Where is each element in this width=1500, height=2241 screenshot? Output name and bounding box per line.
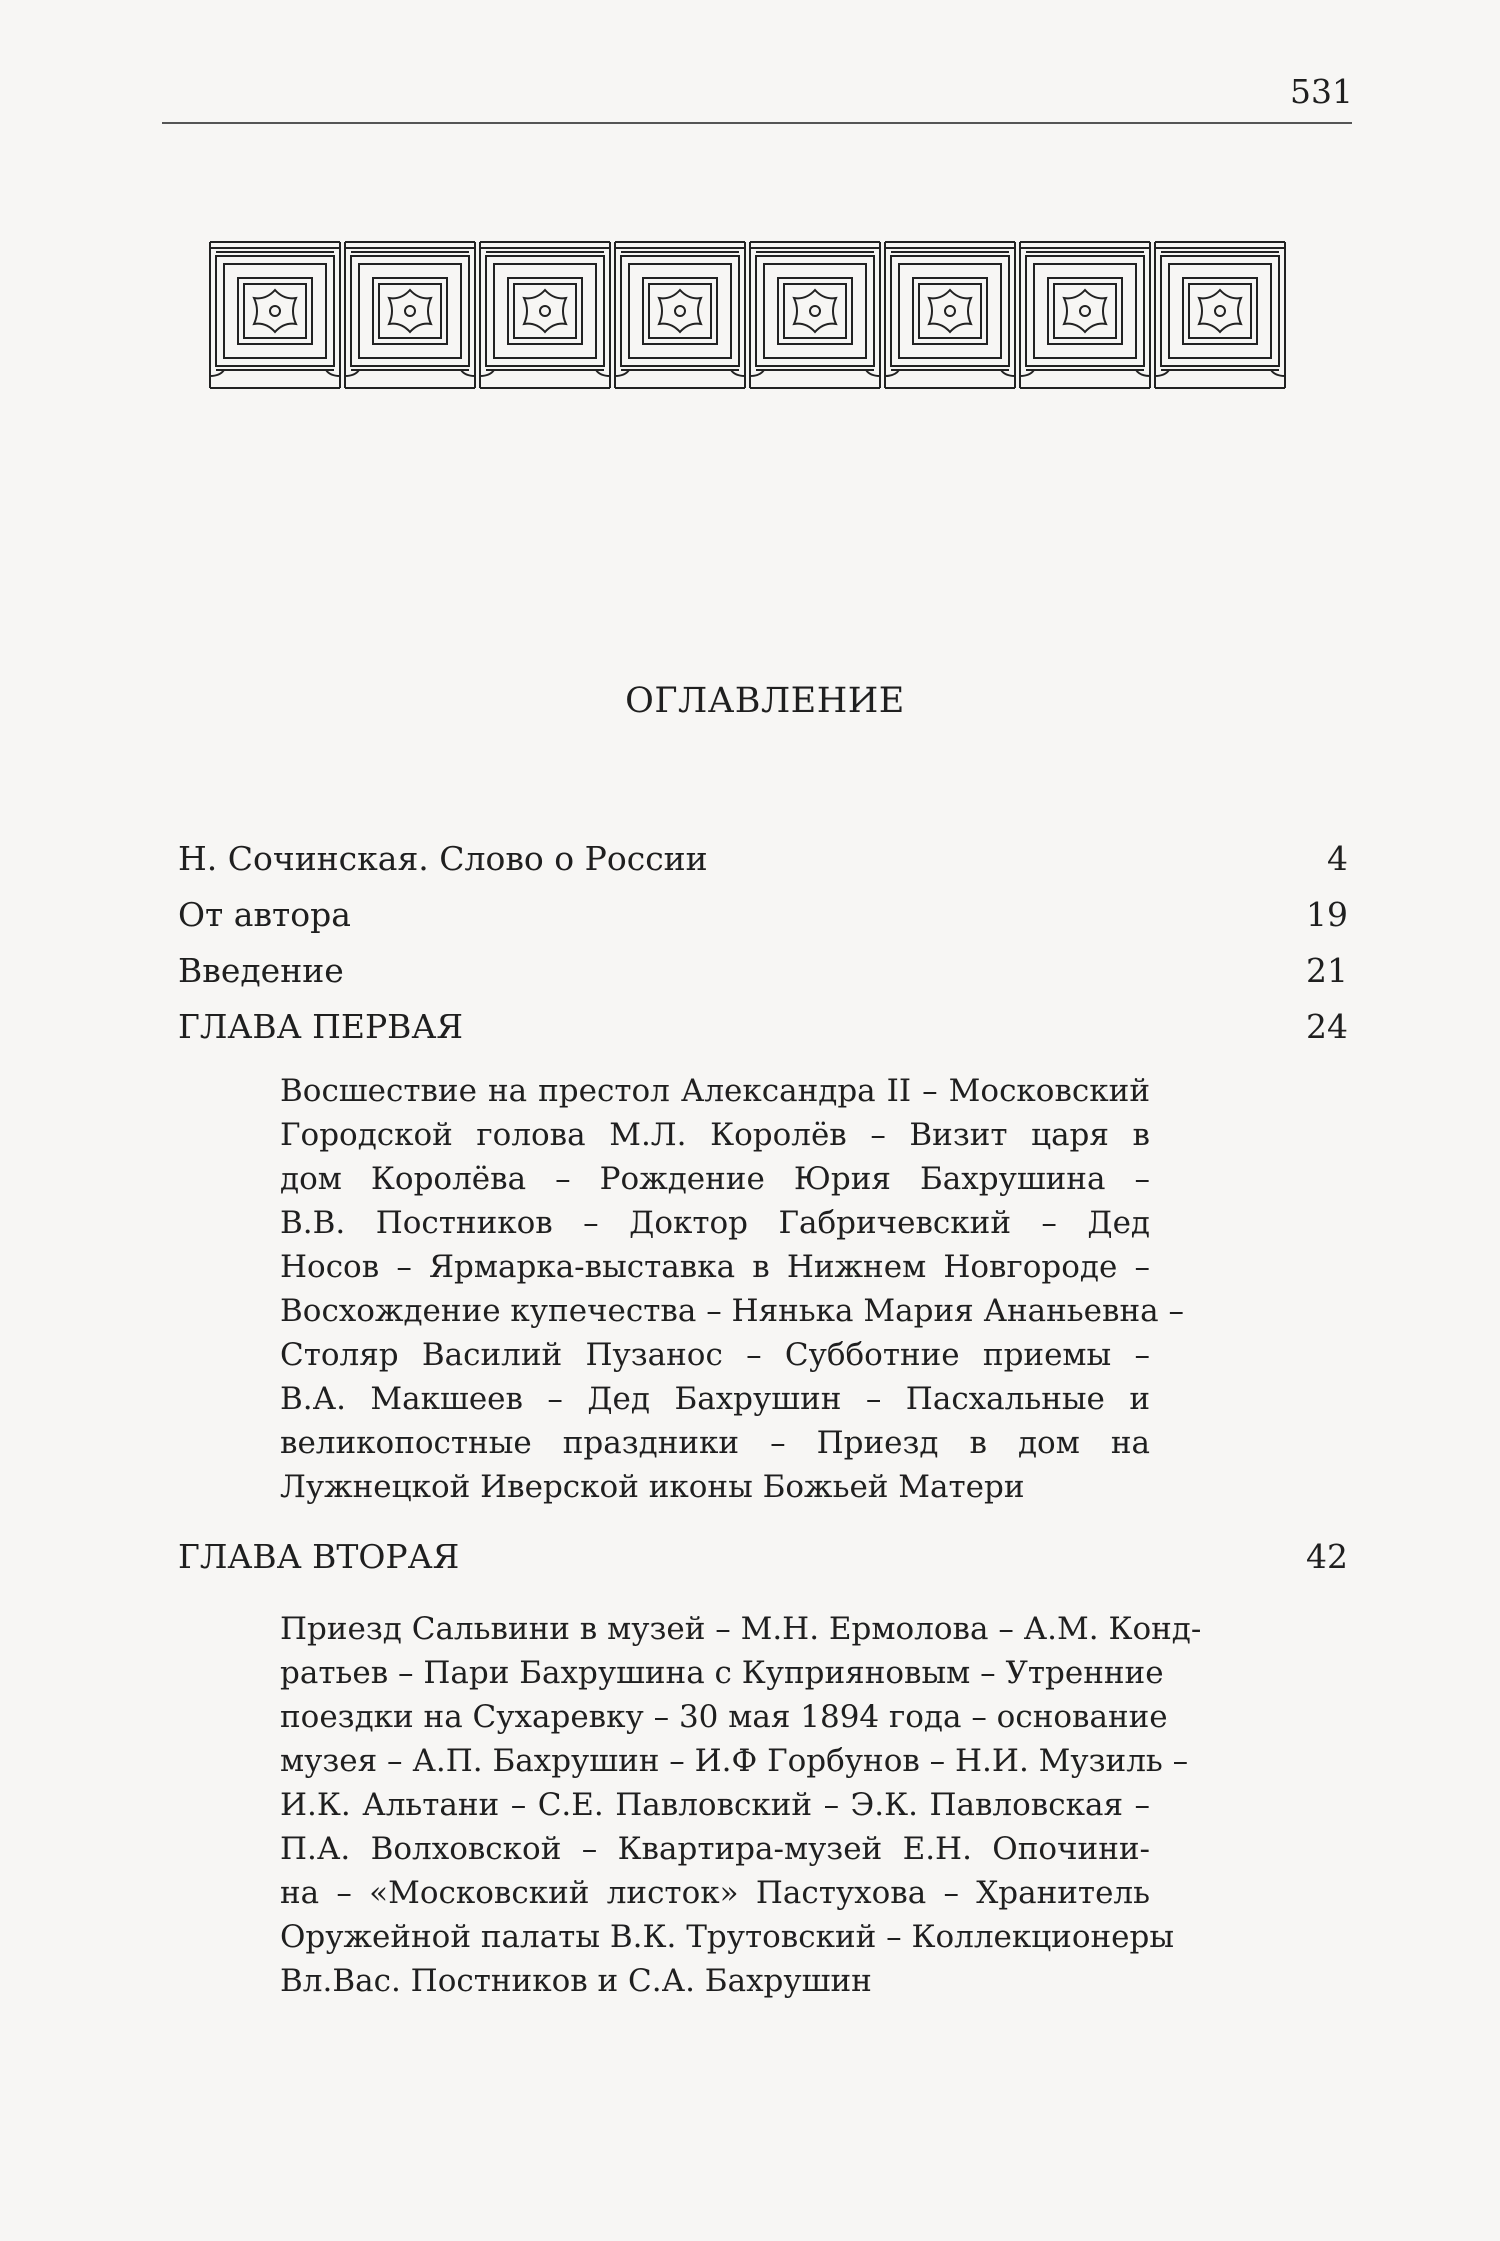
toc-entry-title: От автора <box>178 895 351 934</box>
summary-line: Вл.Вас. Постников и С.А. Бахрушин <box>280 1963 872 1999</box>
summary-line: В.А. Макшеев – Дед Бахрушин – Пасхальные и <box>280 1381 1150 1417</box>
decorative-ornament <box>208 240 1298 390</box>
summary-line: поездки на Сухаревку – 30 мая 1894 года – основание <box>280 1699 1168 1735</box>
page-number: 531 <box>1290 72 1353 111</box>
summary-line: Столяр Василий Пузанос – Субботние приемы – <box>280 1337 1150 1373</box>
header-rule <box>162 122 1352 124</box>
toc-entry-title: ГЛАВА ВТОРАЯ <box>178 1537 460 1576</box>
summary-line: П.А. Волховской – Квартира-музей Е.Н. Опочини- <box>280 1831 1150 1867</box>
summary-line: Восшествие на престол Александра II – Московский <box>280 1073 1150 1109</box>
summary-line: В.В. Постников – Доктор Габричевский – Дед <box>280 1205 1150 1241</box>
summary-line: великопостные праздники – Приезд в дом на <box>280 1425 1150 1461</box>
toc-entry-title: ГЛАВА ПЕРВАЯ <box>178 1007 464 1046</box>
toc-entry-page: 21 <box>1306 951 1348 990</box>
toc-entry-introduction <box>178 946 1348 996</box>
summary-line: дом Королёва – Рождение Юрия Бахрушина – <box>280 1161 1150 1197</box>
toc-entry-page: 24 <box>1306 1007 1348 1046</box>
toc-entry-page: 19 <box>1306 895 1348 934</box>
chapter-2-summary <box>280 1607 1202 2003</box>
toc-entry-chapter-1 <box>178 1002 1348 1052</box>
toc-entry-title: Н. Сочинская. Слово о России <box>178 839 708 878</box>
summary-line: Приезд Сальвини в музей – М.Н. Ермолова – А.М. Конд- <box>280 1611 1202 1647</box>
summary-line: Оружейной палаты В.К. Трутовский – Коллекционеры <box>280 1919 1175 1955</box>
summary-line: И.К. Альтани – С.Е. Павловский – Э.К. Павловская – <box>280 1787 1150 1823</box>
summary-line: Восхождение купечества – Нянька Мария Ананьевна – <box>280 1293 1184 1329</box>
summary-line: Лужнецкой Иверской иконы Божьей Матери <box>280 1469 1025 1505</box>
toc-entry-page: 42 <box>1306 1537 1348 1576</box>
toc-entry-title: Введение <box>178 951 344 990</box>
toc-entry-page: 4 <box>1327 839 1348 878</box>
summary-line: ратьев – Пари Бахрушина с Куприяновым – Утренние <box>280 1655 1164 1691</box>
toc-entry-from-author <box>178 890 1348 940</box>
toc-title: ОГЛАВЛЕНИЕ <box>625 681 905 721</box>
summary-line: музея – А.П. Бахрушин – И.Ф Горбунов – Н.И. Музиль – <box>280 1743 1189 1779</box>
summary-line: на – «Московский листок» Пастухова – Хранитель <box>280 1875 1150 1911</box>
toc-entry-chapter-2 <box>178 1532 1348 1582</box>
summary-line: Носов – Ярмарка-выставка в Нижнем Новгороде – <box>280 1249 1150 1285</box>
chapter-1-summary <box>280 1069 1184 1509</box>
summary-line: Городской голова М.Л. Королёв – Визит царя в <box>280 1117 1150 1153</box>
toc-entry-preface <box>178 834 1348 884</box>
